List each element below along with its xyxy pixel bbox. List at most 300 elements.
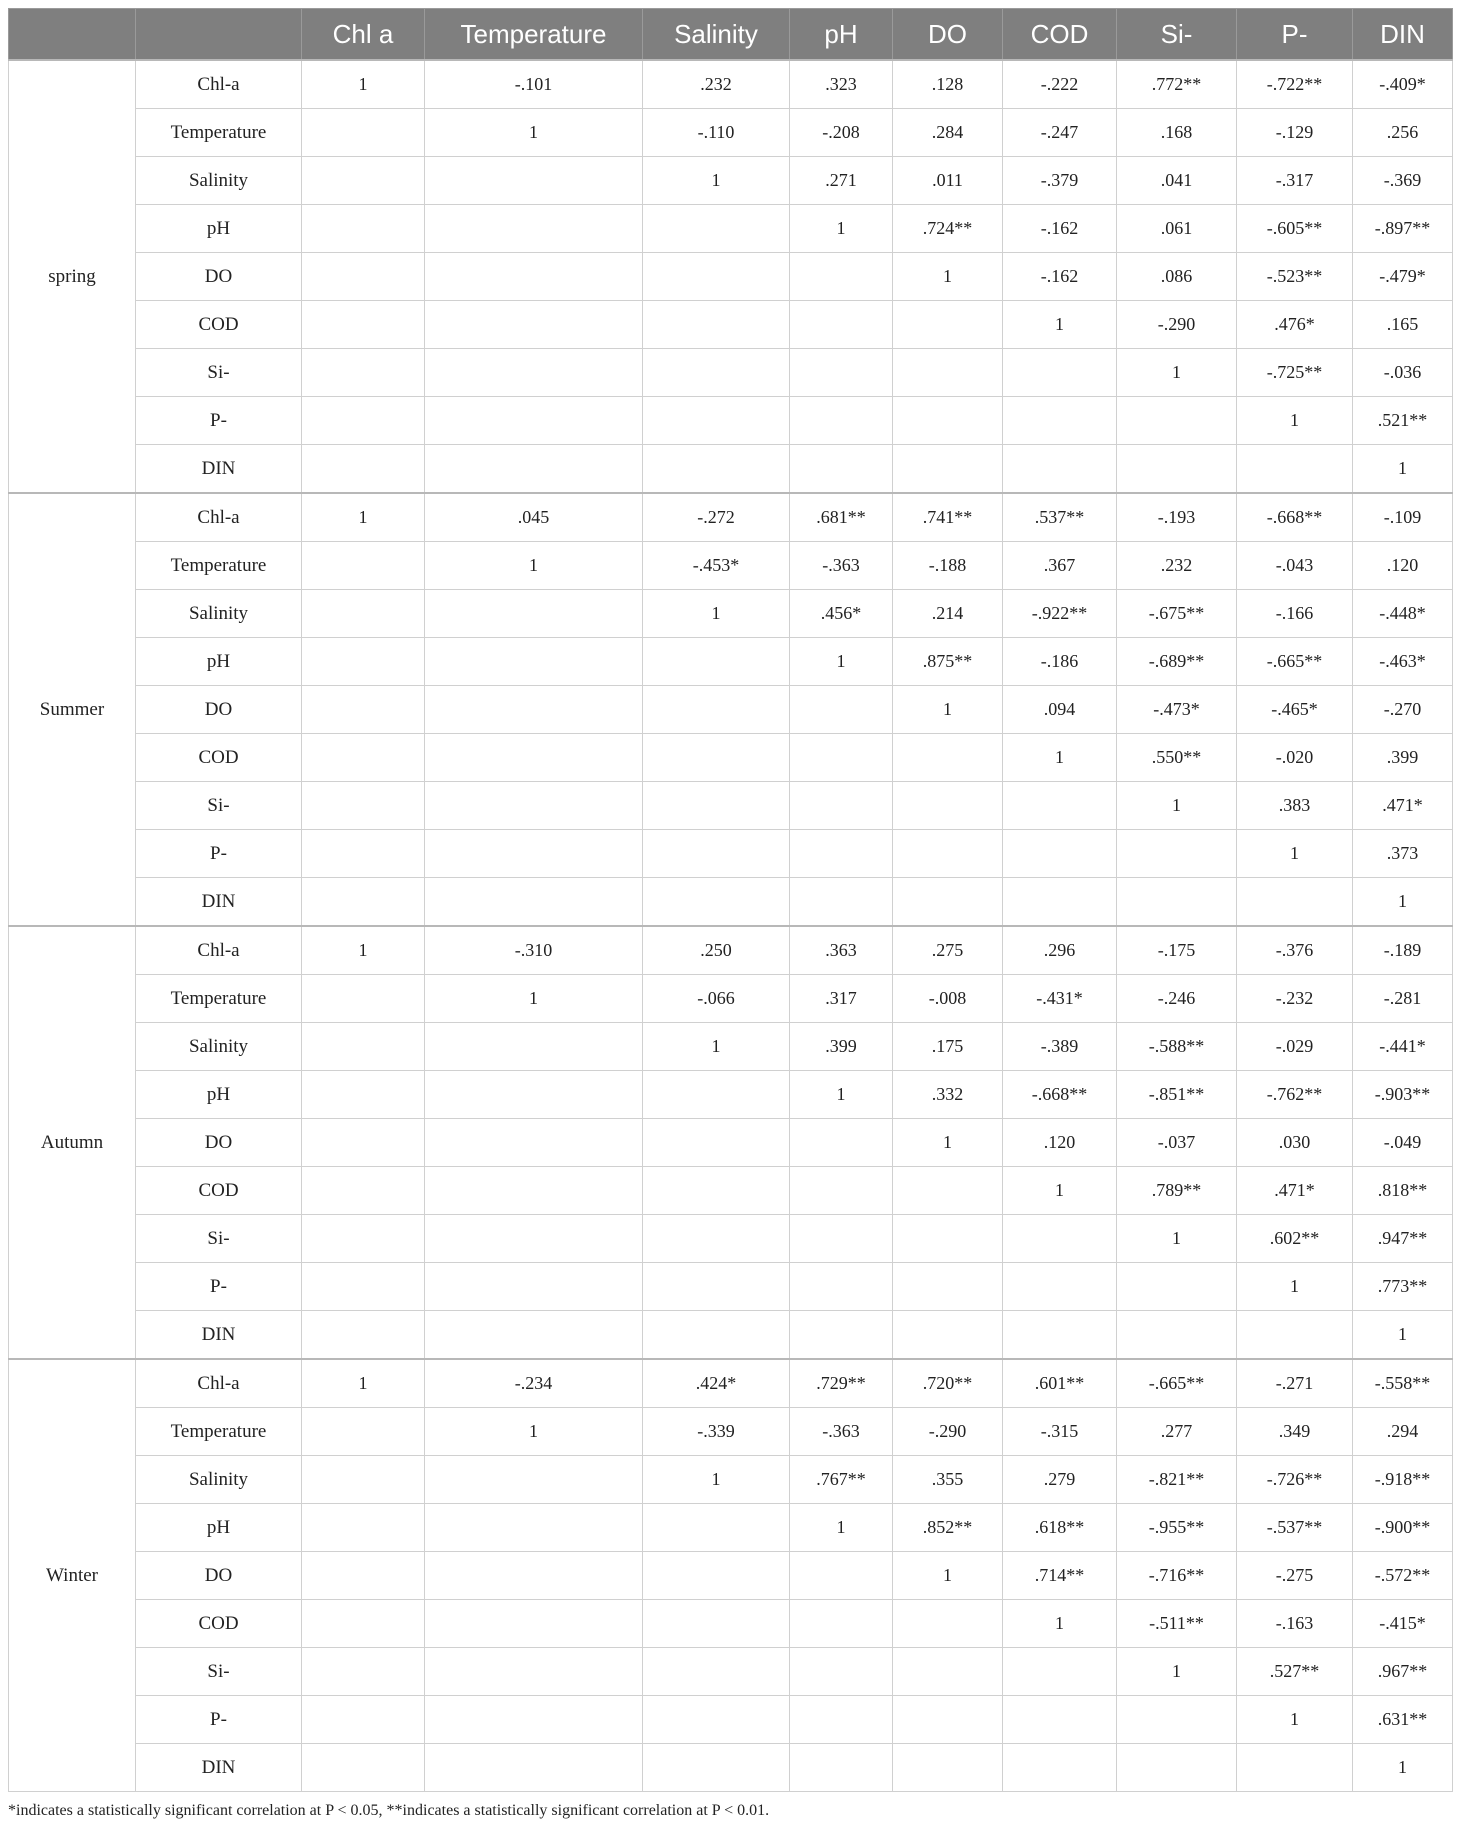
correlation-cell: -.275 (1237, 1552, 1353, 1600)
row-variable-label: COD (136, 734, 302, 782)
correlation-cell: -.463* (1353, 638, 1453, 686)
correlation-cell: -.110 (643, 109, 790, 157)
correlation-cell (302, 1119, 425, 1167)
correlation-cell (893, 301, 1003, 349)
correlation-cell (1003, 878, 1117, 927)
correlation-cell (893, 1167, 1003, 1215)
correlation-cell (790, 1263, 893, 1311)
table-row (9, 1359, 1453, 1408)
correlation-cell: .128 (893, 60, 1003, 109)
correlation-cell: .294 (1353, 1408, 1453, 1456)
correlation-cell: .317 (790, 975, 893, 1023)
correlation-cell (1003, 1215, 1117, 1263)
correlation-cell: .030 (1237, 1119, 1353, 1167)
row-variable-label: Chl-a (136, 1359, 302, 1408)
table-row (9, 157, 1453, 205)
row-variable-label: DIN (136, 1311, 302, 1360)
correlation-cell: .045 (425, 493, 643, 542)
correlation-cell (1003, 1263, 1117, 1311)
correlation-cell: .818** (1353, 1167, 1453, 1215)
row-variable-label: Temperature (136, 109, 302, 157)
correlation-cell: -.572** (1353, 1552, 1453, 1600)
table-row (9, 253, 1453, 301)
footnote: *indicates a statistically significant correlation at P < 0.05, **indicates a statistically significant correlation at P < 0.01. (8, 1802, 770, 1819)
correlation-cell: 1 (1237, 830, 1353, 878)
correlation-cell (425, 1696, 643, 1744)
correlation-cell (643, 205, 790, 253)
row-variable-label: DIN (136, 445, 302, 494)
correlation-cell (790, 1552, 893, 1600)
correlation-cell: .724** (893, 205, 1003, 253)
header-variable (136, 9, 302, 61)
correlation-cell: 1 (790, 1071, 893, 1119)
correlation-cell: -.029 (1237, 1023, 1353, 1071)
correlation-cell: .631** (1353, 1696, 1453, 1744)
correlation-cell (790, 301, 893, 349)
correlation-cell (425, 830, 643, 878)
correlation-cell: -.339 (643, 1408, 790, 1456)
correlation-cell: -.665** (1117, 1359, 1237, 1408)
correlation-cell (893, 1696, 1003, 1744)
season-label: Autumn (9, 926, 136, 1359)
row-variable-label: Salinity (136, 1023, 302, 1071)
correlation-cell (1237, 1744, 1353, 1792)
table-row (9, 1456, 1453, 1504)
correlation-cell (1237, 1311, 1353, 1360)
correlation-cell: -.315 (1003, 1408, 1117, 1456)
table-row (9, 1600, 1453, 1648)
table-row (9, 109, 1453, 157)
correlation-cell (302, 1408, 425, 1456)
correlation-cell: .852** (893, 1504, 1003, 1552)
correlation-cell: -.189 (1353, 926, 1453, 975)
correlation-cell: -.369 (1353, 157, 1453, 205)
correlation-cell: .772** (1117, 60, 1237, 109)
correlation-cell (893, 782, 1003, 830)
correlation-cell (790, 1600, 893, 1648)
correlation-cell: .714** (1003, 1552, 1117, 1600)
table-row (9, 830, 1453, 878)
correlation-cell: 1 (790, 1504, 893, 1552)
correlation-cell: 1 (1117, 1648, 1237, 1696)
correlation-cell: -.193 (1117, 493, 1237, 542)
correlation-cell: -.049 (1353, 1119, 1453, 1167)
correlation-cell (302, 1744, 425, 1792)
correlation-cell: -.558** (1353, 1359, 1453, 1408)
correlation-cell: -.246 (1117, 975, 1237, 1023)
table-row (9, 1408, 1453, 1456)
correlation-cell (1003, 1311, 1117, 1360)
correlation-cell: -.523** (1237, 253, 1353, 301)
correlation-cell: .011 (893, 157, 1003, 205)
correlation-cell (302, 301, 425, 349)
correlation-cell: -.821** (1117, 1456, 1237, 1504)
correlation-cell: -.725** (1237, 349, 1353, 397)
correlation-cell: .367 (1003, 542, 1117, 590)
correlation-cell: -.918** (1353, 1456, 1453, 1504)
correlation-cell: -.208 (790, 109, 893, 157)
correlation-cell (425, 638, 643, 686)
correlation-cell (1117, 1311, 1237, 1360)
correlation-cell: -.290 (893, 1408, 1003, 1456)
correlation-cell (893, 349, 1003, 397)
correlation-cell: -.537** (1237, 1504, 1353, 1552)
correlation-cell (425, 1167, 643, 1215)
correlation-cell: -.431* (1003, 975, 1117, 1023)
correlation-cell: -.922** (1003, 590, 1117, 638)
correlation-cell (1117, 1744, 1237, 1792)
correlation-cell: 1 (893, 1552, 1003, 1600)
correlation-cell: -.186 (1003, 638, 1117, 686)
correlation-cell (425, 1600, 643, 1648)
row-variable-label: Salinity (136, 590, 302, 638)
correlation-cell: .601** (1003, 1359, 1117, 1408)
row-variable-label: Si- (136, 1648, 302, 1696)
correlation-cell: -.409* (1353, 60, 1453, 109)
correlation-cell (425, 1504, 643, 1552)
correlation-cell: 1 (790, 205, 893, 253)
correlation-cell (1003, 1696, 1117, 1744)
row-variable-label: DO (136, 1552, 302, 1600)
header-temperature: Temperature (425, 9, 643, 61)
correlation-cell: .250 (643, 926, 790, 975)
table-row (9, 349, 1453, 397)
season-label: spring (9, 60, 136, 493)
correlation-cell: .399 (790, 1023, 893, 1071)
row-variable-label: Temperature (136, 542, 302, 590)
correlation-cell (302, 878, 425, 927)
correlation-cell: -.232 (1237, 975, 1353, 1023)
correlation-cell (302, 638, 425, 686)
correlation-cell (893, 830, 1003, 878)
correlation-cell: 1 (1117, 349, 1237, 397)
correlation-cell (643, 397, 790, 445)
correlation-cell (790, 349, 893, 397)
correlation-cell: 1 (893, 686, 1003, 734)
correlation-cell (643, 1167, 790, 1215)
correlation-cell (893, 1311, 1003, 1360)
correlation-cell: .767** (790, 1456, 893, 1504)
correlation-cell: .256 (1353, 109, 1453, 157)
correlation-cell: .323 (790, 60, 893, 109)
row-variable-label: COD (136, 1167, 302, 1215)
season-label: Winter (9, 1359, 136, 1792)
correlation-cell (425, 349, 643, 397)
correlation-cell: .214 (893, 590, 1003, 638)
table-row (9, 782, 1453, 830)
correlation-cell: .094 (1003, 686, 1117, 734)
correlation-cell (425, 1263, 643, 1311)
correlation-cell (425, 1023, 643, 1071)
correlation-cell: -.675** (1117, 590, 1237, 638)
header-chl-a: Chl a (302, 9, 425, 61)
row-variable-label: Chl-a (136, 926, 302, 975)
row-variable-label: pH (136, 1504, 302, 1552)
correlation-cell: -.310 (425, 926, 643, 975)
row-variable-label: COD (136, 1600, 302, 1648)
table-row (9, 1696, 1453, 1744)
correlation-cell (302, 542, 425, 590)
correlation-cell (790, 1696, 893, 1744)
correlation-cell: -.066 (643, 975, 790, 1023)
correlation-cell: .165 (1353, 301, 1453, 349)
correlation-cell: -.281 (1353, 975, 1453, 1023)
correlation-cell (425, 1071, 643, 1119)
correlation-cell (790, 445, 893, 494)
correlation-cell: -.665** (1237, 638, 1353, 686)
correlation-cell: -.726** (1237, 1456, 1353, 1504)
correlation-cell (1117, 1696, 1237, 1744)
correlation-cell (893, 734, 1003, 782)
correlation-cell: .275 (893, 926, 1003, 975)
correlation-cell: -.271 (1237, 1359, 1353, 1408)
table-row (9, 1071, 1453, 1119)
correlation-cell: .277 (1117, 1408, 1237, 1456)
correlation-cell (425, 301, 643, 349)
correlation-cell (643, 686, 790, 734)
table-row (9, 1311, 1453, 1360)
table-row (9, 975, 1453, 1023)
correlation-cell: -.897** (1353, 205, 1453, 253)
correlation-cell (425, 686, 643, 734)
correlation-cell (893, 397, 1003, 445)
row-variable-label: DO (136, 253, 302, 301)
correlation-cell: .175 (893, 1023, 1003, 1071)
correlation-cell: .041 (1117, 157, 1237, 205)
correlation-cell: .618** (1003, 1504, 1117, 1552)
correlation-cell (643, 638, 790, 686)
correlation-cell (302, 1215, 425, 1263)
row-variable-label: Si- (136, 1215, 302, 1263)
correlation-cell: -.465* (1237, 686, 1353, 734)
correlation-cell (425, 253, 643, 301)
header-salinity: Salinity (643, 9, 790, 61)
correlation-cell: -.448* (1353, 590, 1453, 638)
correlation-cell: .521** (1353, 397, 1453, 445)
correlation-cell: .720** (893, 1359, 1003, 1408)
correlation-cell (425, 445, 643, 494)
correlation-cell: -.851** (1117, 1071, 1237, 1119)
correlation-cell: -.473* (1117, 686, 1237, 734)
row-variable-label: Salinity (136, 1456, 302, 1504)
correlation-cell (425, 1119, 643, 1167)
correlation-cell (302, 734, 425, 782)
correlation-cell: .120 (1003, 1119, 1117, 1167)
correlation-cell: .602** (1237, 1215, 1353, 1263)
correlation-cell: 1 (643, 157, 790, 205)
row-variable-label: P- (136, 397, 302, 445)
row-variable-label: Chl-a (136, 493, 302, 542)
correlation-cell: .271 (790, 157, 893, 205)
correlation-cell (893, 1648, 1003, 1696)
correlation-cell (302, 830, 425, 878)
row-variable-label: Salinity (136, 157, 302, 205)
correlation-cell (790, 782, 893, 830)
correlation-cell (302, 1311, 425, 1360)
correlation-cell: .789** (1117, 1167, 1237, 1215)
table-row (9, 205, 1453, 253)
correlation-cell (1237, 878, 1353, 927)
correlation-cell (790, 686, 893, 734)
table-row (9, 445, 1453, 494)
correlation-cell (643, 878, 790, 927)
correlation-cell (425, 782, 643, 830)
correlation-cell (302, 397, 425, 445)
correlation-cell (302, 1263, 425, 1311)
correlation-cell (790, 830, 893, 878)
row-variable-label: pH (136, 205, 302, 253)
correlation-cell (790, 397, 893, 445)
correlation-cell (1003, 445, 1117, 494)
correlation-cell: -.129 (1237, 109, 1353, 157)
correlation-cell (790, 1311, 893, 1360)
table-row (9, 1504, 1453, 1552)
row-variable-label: P- (136, 1696, 302, 1744)
correlation-cell: -.955** (1117, 1504, 1237, 1552)
correlation-cell (643, 1119, 790, 1167)
correlation-cell: .456* (790, 590, 893, 638)
table-row (9, 301, 1453, 349)
correlation-cell: -.036 (1353, 349, 1453, 397)
correlation-cell: -.163 (1237, 1600, 1353, 1648)
correlation-cell: .061 (1117, 205, 1237, 253)
correlation-cell: .527** (1237, 1648, 1353, 1696)
correlation-cell: .550** (1117, 734, 1237, 782)
correlation-cell (1003, 782, 1117, 830)
correlation-cell: -.689** (1117, 638, 1237, 686)
correlation-cell (302, 975, 425, 1023)
row-variable-label: DO (136, 1119, 302, 1167)
correlation-cell: 1 (1237, 1696, 1353, 1744)
correlation-cell: -.162 (1003, 205, 1117, 253)
row-variable-label: DIN (136, 878, 302, 927)
correlation-cell: -.101 (425, 60, 643, 109)
correlation-cell: -.900** (1353, 1504, 1453, 1552)
correlation-cell: -.903** (1353, 1071, 1453, 1119)
correlation-table-container (8, 8, 1452, 1792)
correlation-cell: 1 (1353, 445, 1453, 494)
table-row (9, 1215, 1453, 1263)
table-row (9, 590, 1453, 638)
correlation-cell: 1 (1003, 1167, 1117, 1215)
correlation-cell: .120 (1353, 542, 1453, 590)
correlation-cell (302, 157, 425, 205)
correlation-cell: -.166 (1237, 590, 1353, 638)
correlation-table (8, 8, 1453, 1792)
correlation-cell: -.389 (1003, 1023, 1117, 1071)
correlation-cell: -.008 (893, 975, 1003, 1023)
header-row (9, 9, 1453, 61)
correlation-cell (643, 301, 790, 349)
row-variable-label: Si- (136, 349, 302, 397)
correlation-cell (1117, 445, 1237, 494)
correlation-cell (1117, 830, 1237, 878)
correlation-cell (643, 1311, 790, 1360)
correlation-cell (425, 157, 643, 205)
header-do: DO (893, 9, 1003, 61)
correlation-cell: -.668** (1237, 493, 1353, 542)
table-body (9, 60, 1453, 1792)
correlation-cell: -.272 (643, 493, 790, 542)
correlation-cell (643, 1071, 790, 1119)
correlation-cell: 1 (790, 638, 893, 686)
correlation-cell: .284 (893, 109, 1003, 157)
correlation-cell: -.415* (1353, 1600, 1453, 1648)
correlation-cell (893, 1600, 1003, 1648)
correlation-cell (1117, 878, 1237, 927)
correlation-cell: -.222 (1003, 60, 1117, 109)
correlation-cell (425, 1215, 643, 1263)
correlation-cell: -.511** (1117, 1600, 1237, 1648)
correlation-cell: 1 (425, 542, 643, 590)
header-ph: pH (790, 9, 893, 61)
correlation-cell: 1 (643, 1456, 790, 1504)
correlation-cell (643, 1696, 790, 1744)
correlation-cell: .729** (790, 1359, 893, 1408)
table-row (9, 493, 1453, 542)
correlation-cell: 1 (1353, 1744, 1453, 1792)
correlation-cell (302, 205, 425, 253)
correlation-cell: -.588** (1117, 1023, 1237, 1071)
correlation-cell: -.441* (1353, 1023, 1453, 1071)
correlation-cell: .279 (1003, 1456, 1117, 1504)
correlation-cell (790, 878, 893, 927)
correlation-cell: -.762** (1237, 1071, 1353, 1119)
correlation-cell (425, 397, 643, 445)
correlation-cell (1117, 397, 1237, 445)
correlation-cell: 1 (643, 590, 790, 638)
correlation-cell: 1 (302, 926, 425, 975)
correlation-cell (302, 1504, 425, 1552)
correlation-cell: .373 (1353, 830, 1453, 878)
correlation-cell (425, 590, 643, 638)
table-row (9, 686, 1453, 734)
correlation-cell: .947** (1353, 1215, 1453, 1263)
table-row (9, 1023, 1453, 1071)
correlation-cell: 1 (1353, 878, 1453, 927)
table-row (9, 397, 1453, 445)
table-row (9, 1119, 1453, 1167)
correlation-cell (1003, 1648, 1117, 1696)
correlation-cell: 1 (425, 109, 643, 157)
correlation-cell (302, 445, 425, 494)
correlation-cell: .232 (1117, 542, 1237, 590)
correlation-cell: .424* (643, 1359, 790, 1408)
correlation-cell (643, 1648, 790, 1696)
correlation-cell (790, 734, 893, 782)
correlation-cell (1003, 1744, 1117, 1792)
correlation-cell (425, 734, 643, 782)
correlation-cell: 1 (1003, 734, 1117, 782)
correlation-cell (1117, 1263, 1237, 1311)
correlation-cell: -.270 (1353, 686, 1453, 734)
correlation-cell: -.162 (1003, 253, 1117, 301)
correlation-cell: 1 (302, 1359, 425, 1408)
correlation-cell: -.605** (1237, 205, 1353, 253)
correlation-cell (643, 349, 790, 397)
correlation-cell: 1 (1237, 397, 1353, 445)
correlation-cell: .349 (1237, 1408, 1353, 1456)
row-variable-label: COD (136, 301, 302, 349)
correlation-cell (893, 1215, 1003, 1263)
correlation-cell: -.363 (790, 1408, 893, 1456)
correlation-cell: -.716** (1117, 1552, 1237, 1600)
correlation-cell: -.109 (1353, 493, 1453, 542)
correlation-cell (425, 1744, 643, 1792)
correlation-cell (302, 1600, 425, 1648)
correlation-cell: 1 (643, 1023, 790, 1071)
correlation-cell (790, 253, 893, 301)
